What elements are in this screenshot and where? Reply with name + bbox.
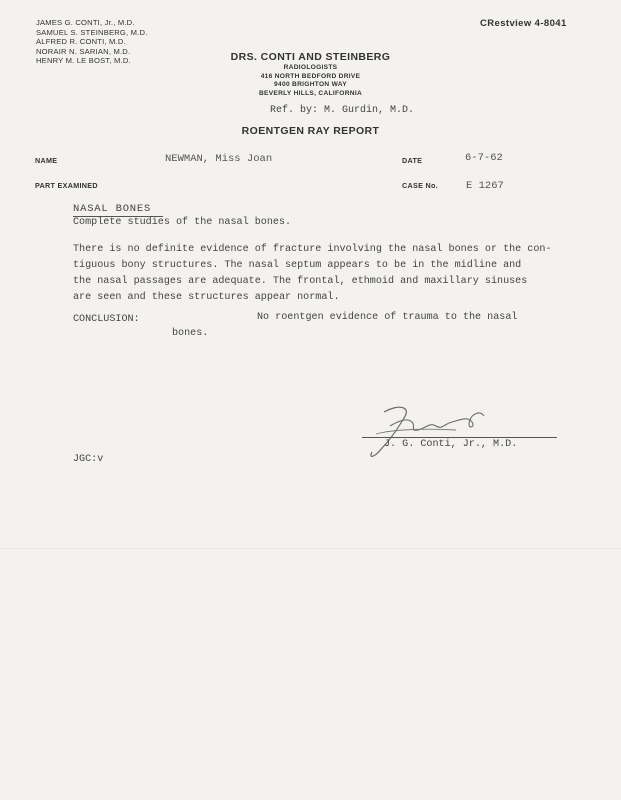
doctor-name: SAMUEL S. STEINBERG, M.D.	[36, 27, 148, 37]
part-examined-label: PART EXAMINED	[35, 181, 98, 190]
address-line: 416 NORTH BEDFORD DRIVE	[260, 72, 361, 80]
doctor-name: HENRY M. LE BOST, M.D.	[36, 56, 131, 66]
doctor-name: NORAIR N. SARIAN, M.D.	[36, 46, 131, 56]
conclusion-text-continued: bones.	[172, 328, 209, 339]
report-title: ROENTGEN RAY REPORT	[241, 125, 380, 137]
firm-address	[0, 64, 621, 98]
case-number-label: CASE No.	[402, 181, 438, 190]
phone-number: CRestview 4-8041	[480, 18, 567, 29]
patient-name: NEWMAN, Miss Joan	[165, 153, 273, 165]
date-label: DATE	[402, 156, 423, 165]
case-number: E 1267	[466, 180, 504, 192]
specialty: RADIOLOGISTS	[283, 64, 338, 71]
signature-icon	[360, 400, 520, 466]
conclusion-text: No roentgen evidence of trauma to the nasal	[257, 312, 518, 323]
findings-line: are seen and these structures appear normal.	[73, 292, 340, 303]
findings-line: the nasal passages are adequate. The frontal, ethmoid and maxillary sinuses	[73, 276, 528, 287]
address-line: 9400 BRIGHTON WAY	[274, 81, 347, 89]
typist-initials: JGC:v	[73, 454, 104, 465]
exam-subheading: Complete studies of the nasal bones.	[73, 217, 292, 228]
findings	[73, 242, 552, 306]
exam-heading: NASAL BONES	[73, 203, 152, 215]
doctor-name: ALFRED R. CONTI, M.D.	[36, 37, 126, 47]
address-line: BEVERLY HILLS, CALIFORNIA	[258, 89, 363, 97]
signature-line	[362, 437, 557, 438]
findings-line: tiguous bony structures. The nasal septum appears to be in the midline and	[73, 260, 522, 271]
name-label: NAME	[35, 156, 58, 165]
findings-line: There is no definite evidence of fracture involving the nasal bones or the con-	[73, 244, 552, 255]
referral: Ref. by: M. Gurdin, M.D.	[270, 105, 415, 116]
doctor-name: JAMES G. CONTI, Jr., M.D.	[36, 18, 135, 27]
paper-fold	[0, 548, 621, 550]
report-date: 6-7-62	[465, 152, 503, 164]
firm-name: DRS. CONTI AND STEINBERG	[230, 51, 391, 63]
signature-name: J. G. Conti, Jr., M.D.	[384, 439, 518, 450]
conclusion-label: CONCLUSION:	[73, 314, 140, 325]
